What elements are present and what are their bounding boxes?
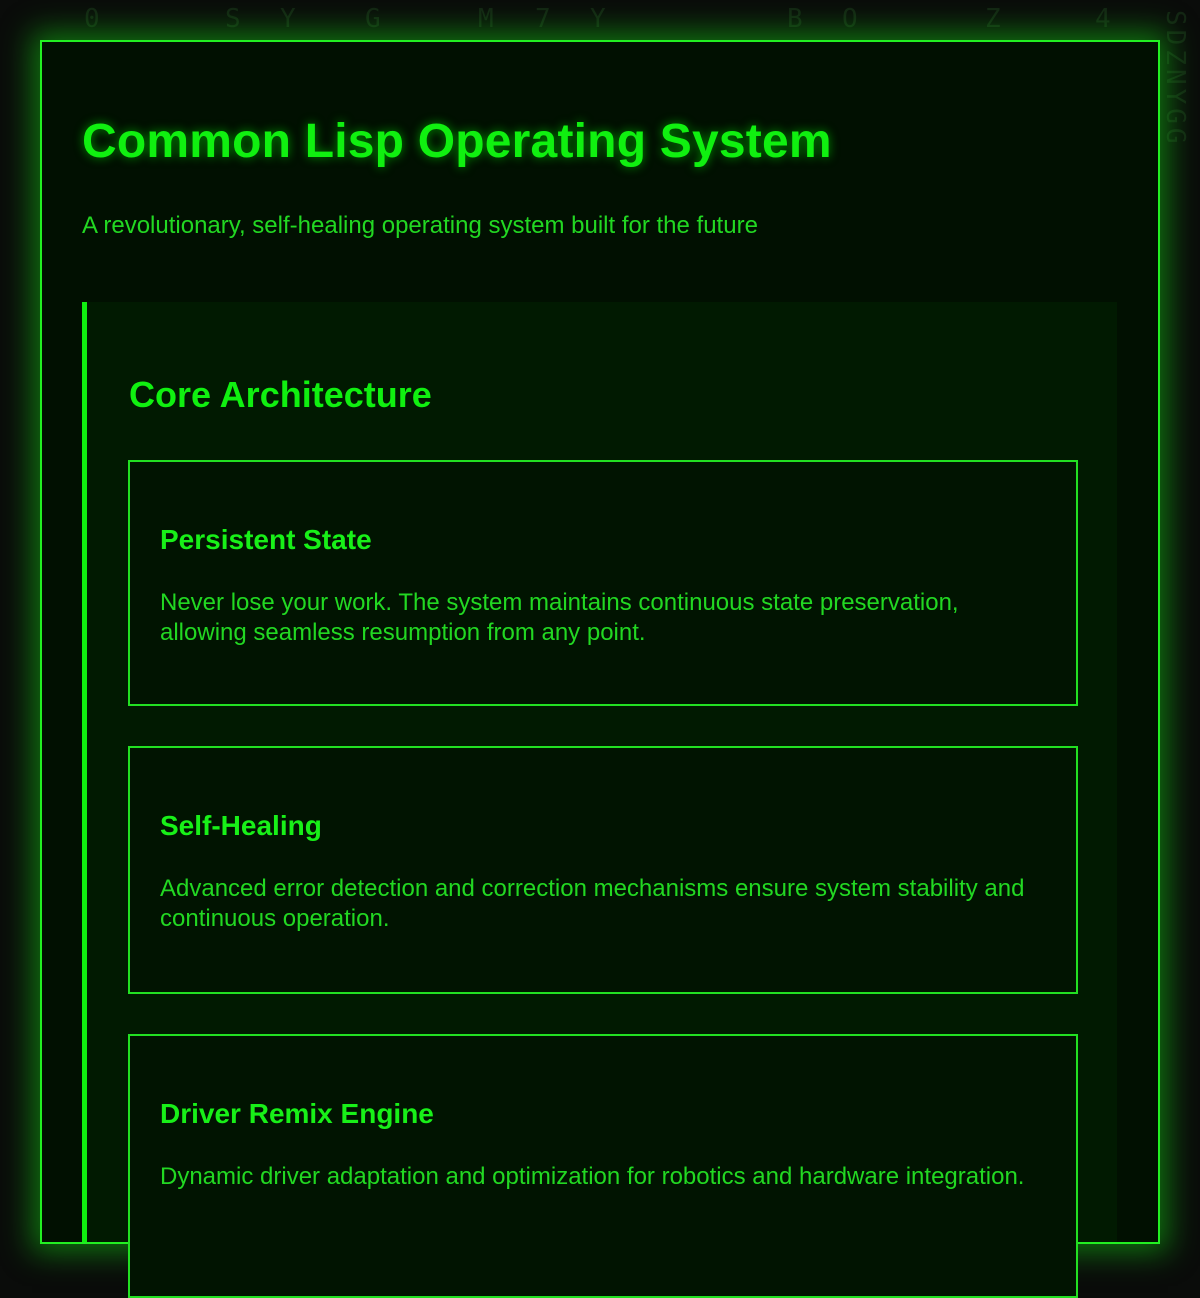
card-description: Never lose your work. The system maintains continuous state preservation, allowing seamless resumption from any point. (160, 589, 959, 646)
feature-card-self-healing (128, 746, 1078, 994)
card-title: Self-Healing (160, 810, 322, 841)
matrix-char: 4 (1095, 4, 1111, 34)
feature-card-driver-remix-engine (128, 1034, 1078, 1298)
matrix-char: G (365, 4, 381, 34)
matrix-char: Y (590, 4, 606, 34)
section-title: Core Architecture (129, 374, 432, 415)
matrix-char: 0 (84, 4, 100, 34)
main-container (40, 40, 1160, 1244)
matrix-char: Y (280, 4, 296, 34)
card-title: Driver Remix Engine (160, 1098, 434, 1129)
card-title: Persistent State (160, 524, 372, 555)
matrix-char: Z (985, 4, 1001, 34)
feature-card-persistent-state (128, 460, 1078, 706)
card-description: Dynamic driver adaptation and optimization for robotics and hardware integration. (160, 1163, 1025, 1190)
card-description: Advanced error detection and correction mechanisms ensure system stability and continuous operation. (160, 875, 1025, 932)
matrix-char: O (842, 4, 858, 34)
page-title: Common Lisp Operating System (82, 115, 832, 168)
core-architecture-section (82, 302, 1117, 1242)
matrix-char: S (225, 4, 241, 34)
matrix-char: M (478, 4, 494, 34)
matrix-column: SDZNYGG (1160, 10, 1190, 148)
matrix-char: B (787, 4, 803, 34)
matrix-char: 7 (535, 4, 551, 34)
page-subtitle: A revolutionary, self-healing operating system built for the future (82, 212, 758, 239)
